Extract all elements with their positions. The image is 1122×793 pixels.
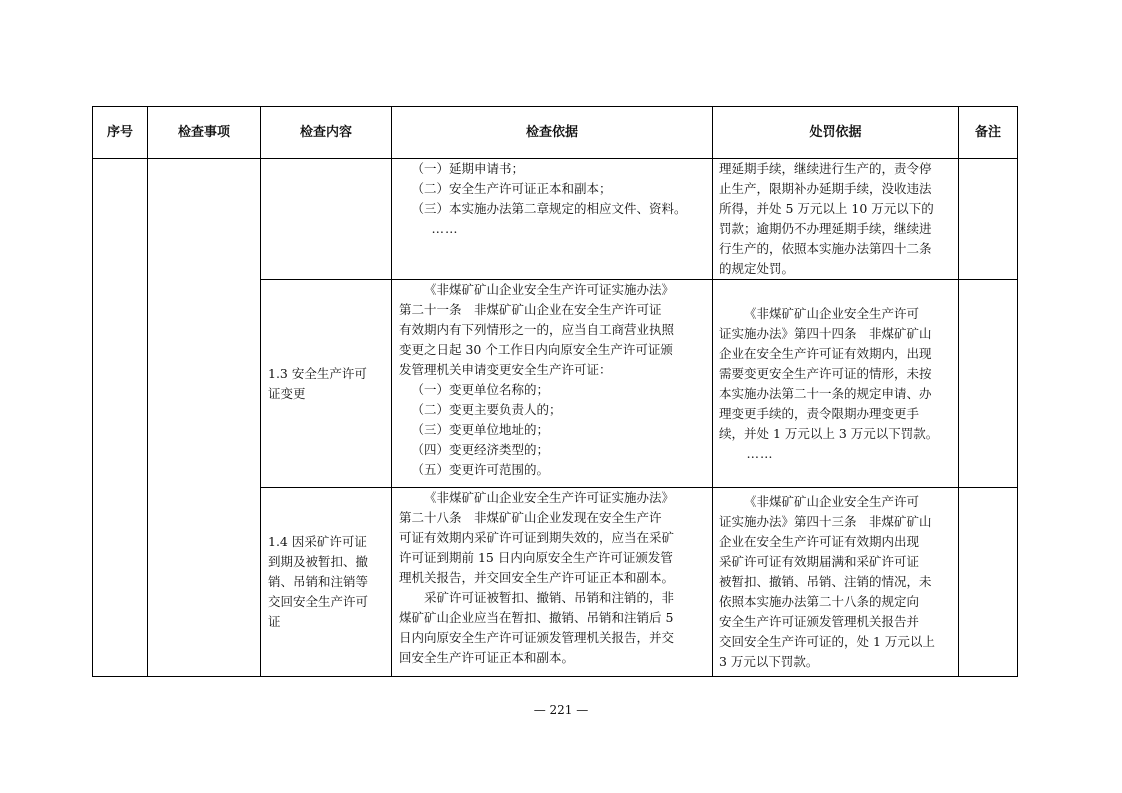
basis-line: 《非煤矿矿山企业安全生产许可证实施办法》 bbox=[424, 490, 675, 505]
penalty-line: 3 万元以下罚款。 bbox=[719, 654, 819, 669]
penalty-line: 企业在安全生产许可证有效期内，出现 bbox=[719, 345, 932, 361]
penalty-line: 理变更手续的，责令限期办理变更手 bbox=[719, 405, 920, 421]
basis-line: 可证有效期内采矿许可证到期失效的，应当在采矿 bbox=[399, 530, 675, 545]
basis-line: 《非煤矿矿山企业安全生产许可证实施办法》 bbox=[424, 282, 675, 297]
basis-cell bbox=[392, 280, 713, 488]
basis-line: （五）变更许可范围的。 bbox=[411, 462, 550, 477]
header-item: 检查事项 bbox=[148, 107, 261, 159]
basis-line: 回安全生产许可证正本和副本。 bbox=[399, 650, 575, 665]
basis-line: …… bbox=[431, 221, 459, 236]
basis-line: （四）变更经济类型的； bbox=[411, 442, 550, 457]
content-line: 到期及被暂扣、撤 bbox=[268, 554, 369, 569]
penalty-line: 企业在安全生产许可证有效期内出现 bbox=[719, 534, 920, 549]
basis-line: （一）延期申请书； bbox=[411, 161, 525, 176]
basis-cell bbox=[392, 488, 713, 677]
page-number: — 221 — bbox=[533, 703, 589, 717]
basis-line: 第二十八条 非煤矿矿山企业发现在安全生产许 bbox=[399, 510, 662, 525]
penalty-line: 《非煤矿矿山企业安全生产许可 bbox=[744, 305, 920, 321]
header-basis: 检查依据 bbox=[392, 107, 713, 159]
content-line: 证变更 bbox=[268, 385, 306, 401]
header-remark: 备注 bbox=[959, 107, 1018, 159]
basis-line: 日内向原安全生产许可证颁发管理机关报告，并交 bbox=[399, 630, 675, 645]
content-cell bbox=[261, 159, 392, 280]
header-content: 检查内容 bbox=[261, 107, 392, 159]
header-index: 序号 bbox=[93, 107, 148, 159]
penalty-line: 交回安全生产许可证的，处 1 万元以上 bbox=[719, 634, 935, 649]
inspection-table bbox=[92, 106, 1018, 677]
content-line: 销、吊销和注销等 bbox=[268, 574, 369, 589]
item-cell bbox=[148, 159, 261, 677]
penalty-line: 证实施办法》第四十三条 非煤矿矿山 bbox=[719, 514, 932, 529]
index-cell bbox=[93, 159, 148, 677]
basis-line: 采矿许可证被暂扣、撤销、吊销和注销的，非 bbox=[424, 590, 675, 605]
penalty-line: 行生产的，依照本实施办法第四十二条 bbox=[719, 241, 932, 256]
basis-line: 有效期内有下列情形之一的，应当自工商营业执照 bbox=[399, 322, 675, 337]
basis-line: 煤矿矿山企业应当在暂扣、撤销、吊销和注销后 5 bbox=[399, 610, 674, 625]
basis-line: （三）本实施办法第二章规定的相应文件、资料。 bbox=[411, 201, 687, 216]
basis-line: 许可证到期前 15 日内向原安全生产许可证颁发管 bbox=[399, 550, 673, 565]
content-cell bbox=[261, 488, 392, 677]
penalty-line: 证实施办法》第四十四条 非煤矿矿山 bbox=[719, 325, 932, 341]
penalty-cell bbox=[713, 280, 959, 488]
penalty-line: 止生产，限期补办延期手续，没收违法 bbox=[719, 181, 932, 196]
remark-cell bbox=[959, 280, 1018, 488]
basis-line: （二）变更主要负责人的； bbox=[411, 402, 562, 417]
penalty-cell bbox=[713, 159, 959, 280]
penalty-line: 续，并处 1 万元以上 3 万元以下罚款。 bbox=[719, 425, 939, 441]
basis-line: 第二十一条 非煤矿矿山企业在安全生产许可证 bbox=[399, 302, 662, 317]
remark-cell bbox=[959, 488, 1018, 677]
penalty-line: 本实施办法第二十一条的规定申请、办 bbox=[719, 385, 932, 401]
basis-line: 发管理机关申请变更安全生产许可证： bbox=[399, 362, 612, 377]
penalty-line: …… bbox=[746, 445, 774, 461]
basis-cell bbox=[392, 159, 713, 280]
header-penalty: 处罚依据 bbox=[713, 107, 959, 159]
content-line: 证 bbox=[268, 614, 281, 629]
content-line: 1.4 因采矿许可证 bbox=[268, 534, 367, 549]
penalty-line: 需要变更安全生产许可证的情形，未按 bbox=[719, 365, 932, 381]
basis-line: （一）变更单位名称的； bbox=[411, 382, 550, 397]
penalty-line: 理延期手续，继续进行生产的，责令停 bbox=[719, 161, 932, 176]
basis-line: （二）安全生产许可证正本和副本； bbox=[411, 181, 612, 196]
basis-line: 理机关报告，并交回安全生产许可证正本和副本。 bbox=[399, 570, 675, 585]
header-row bbox=[93, 107, 1018, 159]
penalty-cell bbox=[713, 488, 959, 677]
penalty-line: 所得，并处 5 万元以上 10 万元以下的 bbox=[719, 201, 934, 216]
penalty-line: 安全生产许可证颁发管理机关报告并 bbox=[719, 614, 920, 629]
table-row bbox=[93, 159, 1018, 280]
content-line: 交回安全生产许可 bbox=[268, 594, 369, 609]
penalty-line: 采矿许可证有效期届满和采矿许可证 bbox=[719, 554, 920, 569]
remark-cell bbox=[959, 159, 1018, 280]
penalty-line: 依照本实施办法第二十八条的规定向 bbox=[719, 594, 920, 609]
basis-line: 变更之日起 30 个工作日内向原安全生产许可证颁 bbox=[399, 342, 673, 357]
content-line: 1.3 安全生产许可 bbox=[268, 365, 367, 381]
penalty-line: 的规定处罚。 bbox=[719, 261, 795, 276]
penalty-line: 《非煤矿矿山企业安全生产许可 bbox=[744, 494, 920, 509]
basis-line: （三）变更单位地址的； bbox=[411, 422, 550, 437]
penalty-line: 罚款；逾期仍不办理延期手续，继续进 bbox=[719, 221, 932, 236]
content-cell bbox=[261, 280, 392, 488]
penalty-line: 被暂扣、撤销、吊销、注销的情况，未 bbox=[719, 574, 932, 589]
